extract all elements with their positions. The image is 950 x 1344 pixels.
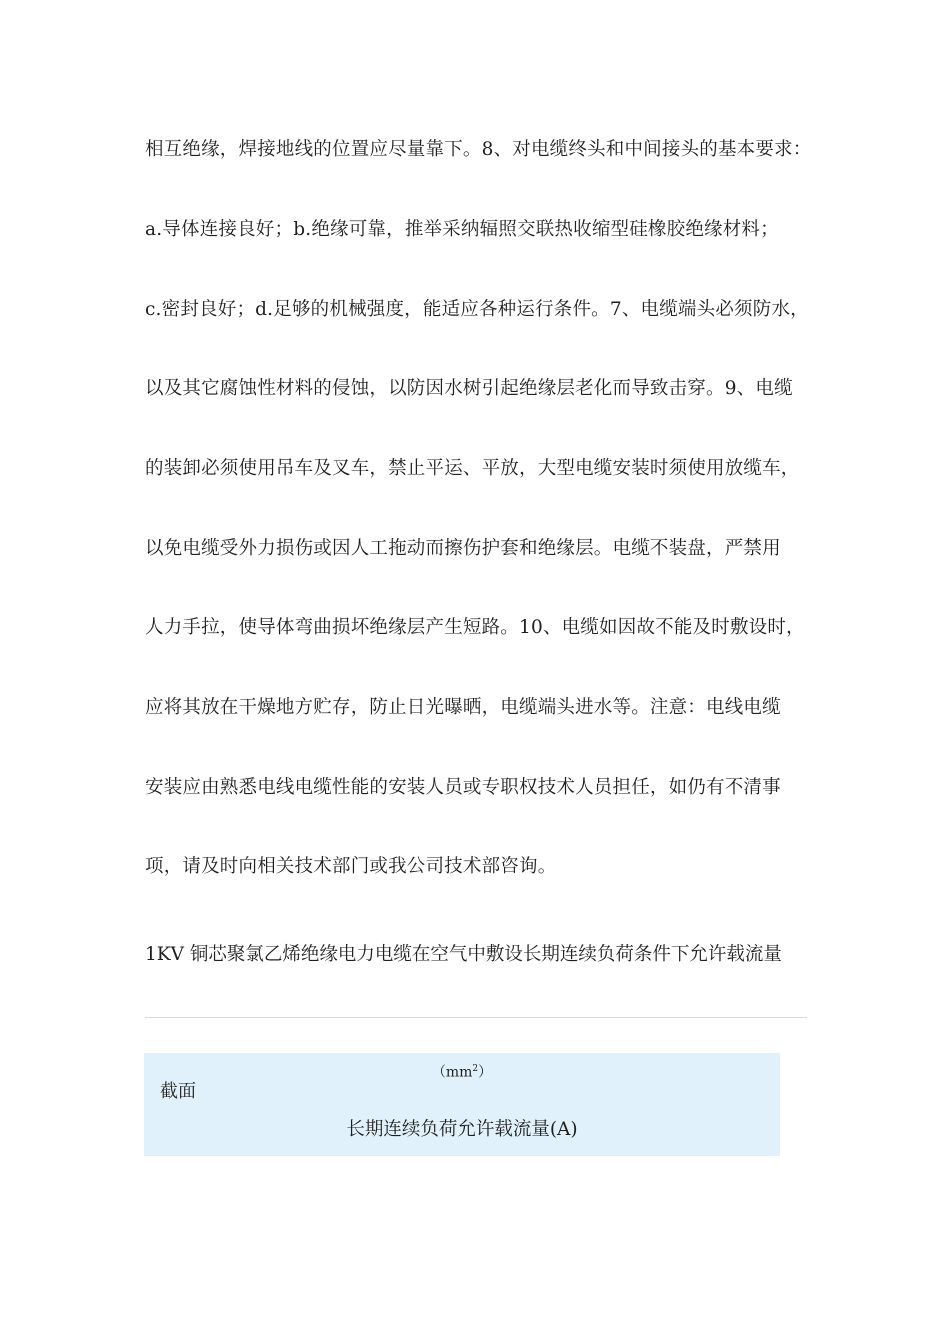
unit-label: $(mm^2)$ (431, 1064, 493, 1081)
paragraph-line: 相互绝缘，焊接地线的位置应尽量靠下。8、对电缆终头和中间接头的基本要求： (145, 139, 812, 160)
paragraph-line: 应将其放在干燥地方贮存，防止日光曝晒，电缆端头进水等。注意：电线电缆 (145, 697, 781, 718)
column-header-section: 截面 (160, 1081, 196, 1102)
table-header (144, 1053, 780, 1156)
paragraph-line: c.密封良好；d.足够的机械强度，能适应各种运行条件。7、电缆端头必须防水， (145, 299, 809, 320)
paragraph-line: 项，请及时向相关技术部门或我公司技术部咨询。 (145, 856, 557, 877)
paragraph-line: 的装卸必须使用吊车及叉车，禁止平运、平放，大型电缆安装时须使用放缆车， (145, 458, 800, 479)
divider (145, 1017, 807, 1018)
column-header-current: 长期连续负荷允许载流量(A) (346, 1119, 578, 1140)
paragraph-line: 安装应由熟悉电线电缆性能的安装人员或专职权技术人员担任，如仍有不清事 (145, 777, 781, 798)
paragraph-line: 以免电缆受外力损伤或因人工拖动而擦伤护套和绝缘层。电缆不装盘，严禁用 (145, 538, 781, 559)
paragraph-line: a.导体连接良好；b.绝缘可靠，推举采纳辐照交联热收缩型硅橡胶绝缘材料； (145, 219, 779, 240)
paragraph-line: 以及其它腐蚀性材料的侵蚀，以防因水树引起绝缘层老化而导致击穿。9、电缆 (145, 378, 793, 399)
table-caption: 1KV 铜芯聚氯乙烯绝缘电力电缆在空气中敷设长期连续负荷条件下允许载流量 (145, 944, 782, 965)
paragraph-line: 人力手拉，使导体弯曲损坏绝缘层产生短路。10、电缆如因故不能及时敷设时， (145, 617, 805, 638)
